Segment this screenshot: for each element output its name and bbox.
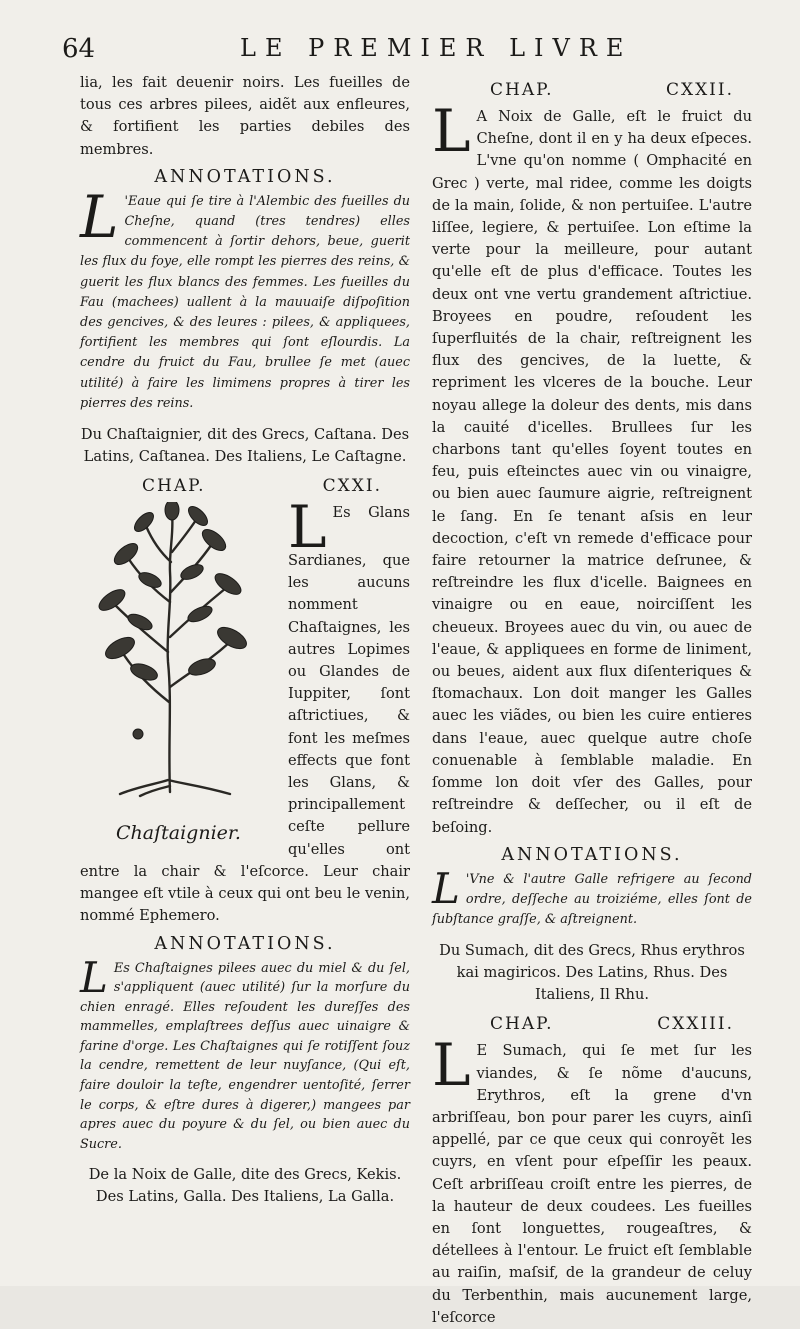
annotations-text-3	[432, 863, 752, 931]
right-column	[432, 72, 752, 1329]
drop-cap: L	[432, 863, 460, 913]
drop-cap: L	[432, 97, 471, 165]
annotations-body-3: 'Vne & l'autre Galle refrigere au ſecond ordre, deſſeche au troiziéme, elles ſont de ſubſtance graſſe, & aſtreignent.	[432, 871, 752, 928]
chapter-number: CXXI.	[322, 476, 382, 497]
drop-cap: L	[80, 182, 119, 251]
chapter-number: CXXIII.	[657, 1014, 734, 1035]
drop-cap: L	[80, 952, 108, 1002]
annotations-body-1: 'Eaue qui ſe tire à l'Alembic des fueilles du Cheſne, quand (tres tendres) elles commencent à ſortir dehors, beue, guerit les flux du foye, elle rompt les pierres des reins, & guerit les flux blancs des femmes. Les fueilles du Fau (machees) uallent à la mauuaiſe diſpoſition des gencives, & des leures : pilees, & appliquees, fortifient les membres qui ſont eſlourdis. La cendre du fruict du Fau, brullee ſe met (auec utilité) à faire les limimens propres à tirer les pierres des reins.	[80, 193, 410, 411]
chapter-heading-cxxiii	[432, 1014, 752, 1034]
chapter-cxxii-body: A Noix de Galle, eſt le fruict du Cheſne, dont il en y ha deux eſpeces. L'vne qu'on nomme ( Omphacité en Grec ) verte, mal ridee, comme les doigts de la main, ſolide, & non pertuiſee. L'autre liſſee, legiere, & pertuiſee. Lon eſtime la verte pour la meilleure, pour autant qu'elle eſt de plus d'efficace. Toutes les deux ont vne vertu grandement aſtrictiue. Broyees en poudre, reſoudent les ſuperfluités de la chair, reſtreignent les flux des gencives, de la luette, & repriment les vlceres de la bouche. Leur noyau allege la doleur des dents, mis dans la cauité d'icelles. Brullees ſur les charbons tant qu'elles ſoyent toutes en feu, puis eſteinctes auec vin ou vinaigre, ou bien auec ſaumure aigrie, reſtreignent le ſang. En ſe tenant aſsis en leur decoction, c'eſt vn remede d'efficace pour faire retourner la matrice deſrunee, & reſtreindre les flux d'icelle. Baignees en vinaigre ou en eaue, noirciſſent les cheueux. Broyees auec du vin, ou auec de l'eaue, & appliquees en forme de liniment, ou beues, aident aux flux diſenteriques & ſtomachaux. Lon doit manger les Galles auec les viãdes, ou bien les cuire entieres dans l'eaue, auec quelque autre choſe conuenable à ſemblable maladie. En ſomme lon doit vſer des Galles, pour reſtreindre & deſſecher, ou il eſt de beſoing.	[432, 108, 752, 836]
illustration-caption: Chaſtaignier.	[116, 822, 241, 845]
chapter-heading-cxxii	[432, 80, 752, 100]
entry-title-sumach: Du Sumach, dit des Grecs, Rhus erythros kai magiricos. Des Latins, Rhus. Des Italiens, Il Rhu.	[439, 942, 745, 1004]
chapter-label: CHAP.	[142, 476, 206, 497]
chapter-label: CHAP.	[490, 1014, 554, 1035]
annotations-heading-3: ANNOTATIONS.	[501, 844, 683, 865]
chestnut-tree-illustration	[80, 502, 278, 850]
entry-title-chastaignier: Du Chaſtaignier, dit des Grecs, Caſtana. Des Latins, Caſtanea. Des Italiens, Le Caſtagne.	[80, 426, 410, 466]
chapter-cxxii-text	[432, 97, 752, 839]
tree-woodcut-icon	[80, 502, 260, 802]
chapter-number: CXXII.	[665, 80, 734, 100]
chapter-cxxiii-body: E Sumach, qui ſe met ſur les viandes, & ſe nõme d'aucuns, Erythros, eſt la grene d'vn arbriſſeau, bon pour parer les cuyrs, ainſi appellé, par ce que ceux qui conroyẽt les cuyrs, en vſent pour eſpeſſir les peaux. Ceſt arbriſſeau croiſt entre les pierres, de la hauteur de deux coudees. Les fueilles en ſont longuettes, rougeaſtres, & détellees à l'entour. Le fruict eſt ſemblable au raiſin, maſsif, de la grandeur de celuy du Terbenthin, mais aucunement large, l'eſcorce	[432, 1042, 752, 1326]
annotations-heading-1: ANNOTATIONS.	[154, 166, 336, 187]
intro-paragraph: lia, les fait deuenir noirs. Les fueilles de tous ces arbres pilees, aidẽt aux enfleures, & fortifient les parties debiles des membres.	[80, 74, 410, 158]
annotations-heading-2: ANNOTATIONS.	[154, 933, 336, 954]
running-title: LE PREMIER LIVRE	[240, 34, 633, 62]
drop-cap: L	[432, 1031, 471, 1100]
left-column	[80, 72, 410, 1214]
chapter-cxxi-body: Es Glans Sardianes, que les aucuns nomment Chaſtaignes, les autres Lopimes ou Glandes de Iuppiter, ſont aſtrictiues, & font les meſmes effects que font les Glans, & principallement ceſte pellure qu'elles ont entre la chair & l'eſcorce. Leur chair mangee eſt vtile à ceux qui ont beu le venin, nommé Ephemero.	[80, 504, 410, 925]
annotations-body-2: Es Chaſtaignes pilees auec du miel & du ſel, s'appliquent (auec utilité) ſur la morſure du chien enragé. Elles reſoudent les dureſſes des mammelles, emplaſtrees deſſus auec uinaigre & farine d'orge. Les Chaſtaignes qui ſe rotiſſent ſouz la cendre, remettent de leur nuyſance, (Qui eſt, faire douloir la teſte, engendrer uentoſité, ſerrer le corps, & eſtre dures à digerer,) mangees par apres auec du poyure & du ſel, ou bien auec du Sucre.	[80, 960, 410, 1152]
annotations-text-2	[80, 952, 410, 1155]
drop-cap: L	[288, 493, 327, 562]
page-number: 64	[62, 34, 96, 64]
chapter-label: CHAP.	[490, 80, 554, 100]
running-header	[0, 30, 800, 74]
chapter-heading-cxxi	[80, 476, 410, 496]
entry-title-noix-de-galle: De la Noix de Galle, dite des Grecs, Kekis. Des Latins, Galla. Des Italiens, La Galla.	[88, 1166, 402, 1206]
annotations-text-1	[80, 182, 410, 414]
